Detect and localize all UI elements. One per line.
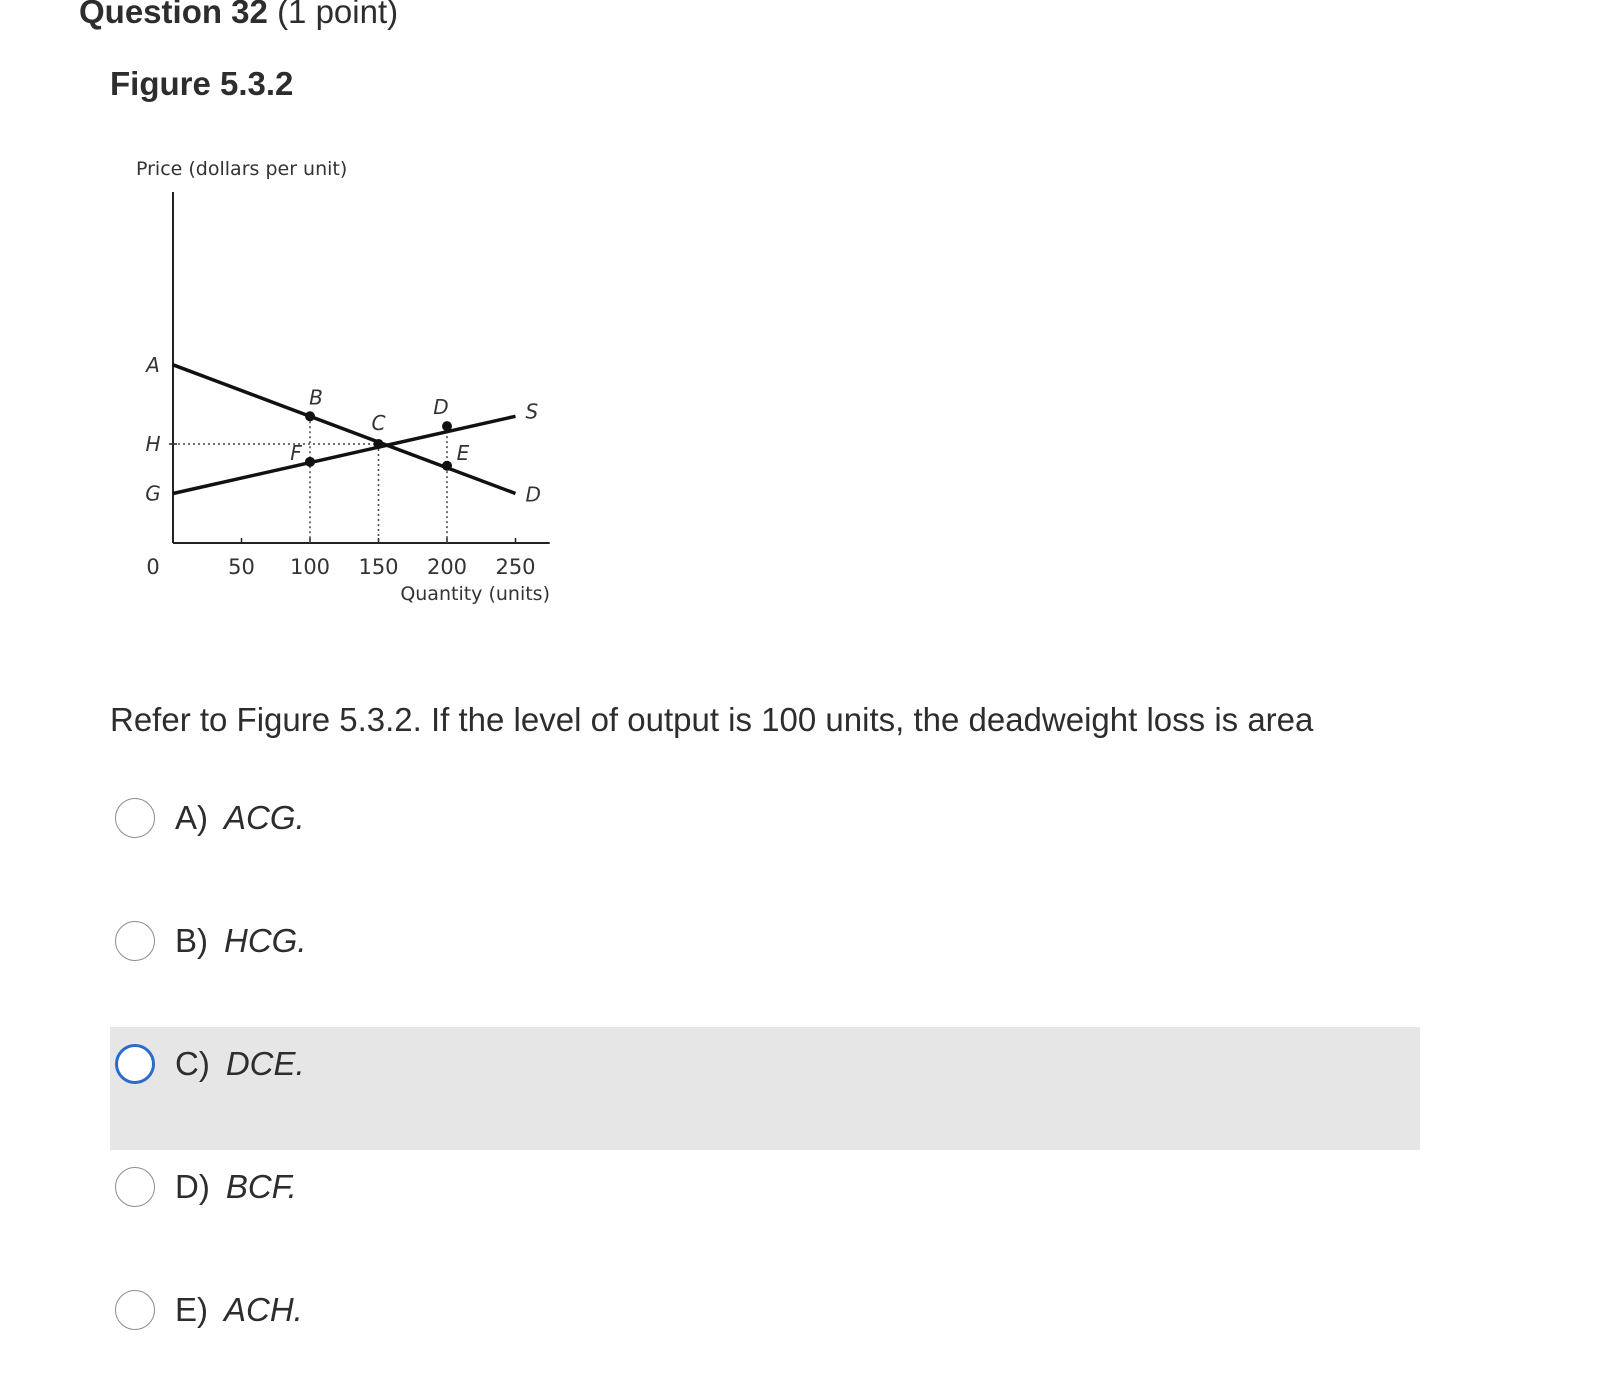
option-e[interactable] — [110, 1273, 1420, 1374]
point-b — [305, 411, 315, 421]
y-label-A: A — [146, 352, 160, 377]
option-d-radio[interactable] — [115, 1167, 155, 1207]
x-tick-label-250: 250 — [495, 555, 536, 579]
chart-svg — [100, 140, 620, 640]
point-c — [374, 439, 384, 449]
x-tick-label-0: 0 — [146, 555, 160, 579]
option-d[interactable] — [110, 1150, 1420, 1273]
point-label-f: F — [290, 440, 302, 465]
option-e-letter: E) — [175, 1291, 208, 1328]
option-c-label[interactable] — [175, 1043, 305, 1085]
option-c-radio[interactable] — [115, 1044, 155, 1084]
option-d-letter: D) — [175, 1168, 210, 1205]
curve-label-d: D — [525, 482, 541, 507]
y-label-H: H — [145, 432, 161, 456]
option-a[interactable] — [110, 781, 1420, 904]
option-c[interactable] — [110, 1027, 1420, 1150]
option-b-radio[interactable] — [115, 921, 155, 961]
curve-label-s: S — [525, 399, 539, 424]
option-d-label[interactable] — [175, 1166, 297, 1208]
point-e — [442, 461, 452, 471]
option-e-label[interactable] — [175, 1289, 303, 1331]
x-axis-label: Quantity (units) — [400, 583, 550, 605]
x-tick-label-150: 150 — [358, 555, 399, 579]
option-c-letter: C) — [175, 1045, 210, 1082]
option-e-radio[interactable] — [115, 1290, 155, 1330]
answer-options — [110, 781, 1420, 1374]
question-header — [79, 0, 398, 32]
y-axis-label: Price (dollars per unit) — [136, 158, 348, 180]
point-label-e: E — [456, 440, 470, 465]
point-d — [442, 421, 452, 431]
question-points: (1 point) — [277, 0, 399, 30]
x-tick-label-200: 200 — [426, 555, 468, 579]
point-label-b: B — [309, 385, 323, 410]
option-d-answer: BCF. — [225, 1168, 297, 1205]
x-tick-label-50: 50 — [228, 555, 255, 579]
option-b[interactable] — [110, 904, 1420, 1027]
point-label-d: D — [433, 395, 449, 420]
figure-title: Figure 5.3.2 — [110, 65, 294, 102]
question-stem: Refer to Figure 5.3.2. If the level of output is 100 units, the deadweight loss is area — [110, 701, 1314, 738]
option-a-letter: A) — [175, 799, 208, 836]
option-a-label[interactable] — [175, 797, 305, 839]
option-c-answer: DCE. — [225, 1045, 305, 1082]
question-title: Question 32 — [79, 0, 268, 30]
option-a-radio[interactable] — [115, 798, 155, 838]
x-tick-label-100: 100 — [289, 555, 331, 579]
option-b-letter: B) — [175, 922, 208, 959]
option-a-answer: ACG. — [224, 799, 305, 836]
supply-demand-figure — [100, 140, 620, 640]
point-label-c: C — [371, 411, 386, 435]
option-e-answer: ACH. — [224, 1291, 303, 1328]
y-label-G: G — [145, 481, 161, 506]
point-f — [305, 457, 315, 467]
option-b-answer: HCG. — [224, 922, 307, 959]
option-b-label[interactable] — [175, 920, 307, 962]
